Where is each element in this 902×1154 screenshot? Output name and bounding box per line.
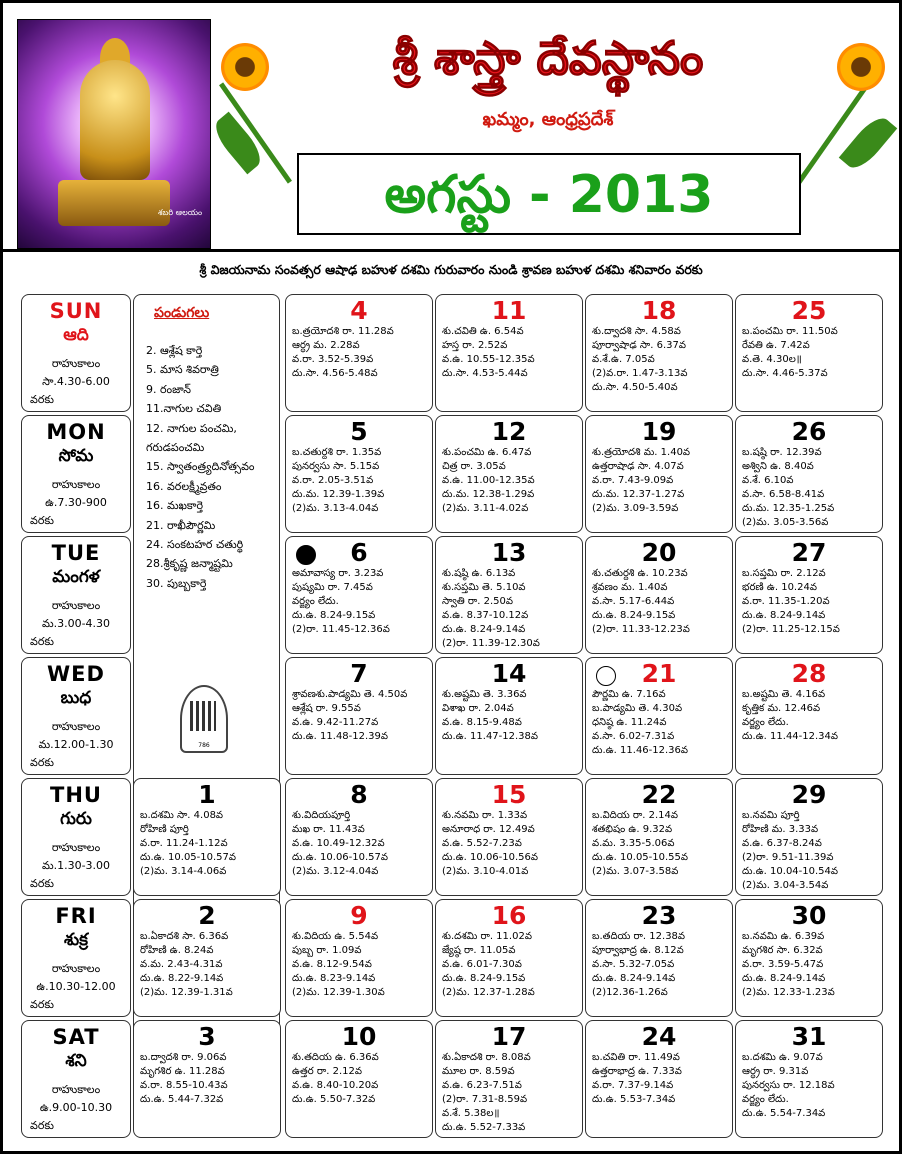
panchang-line: శు.దశమి రా. 11.02వ [442,931,532,942]
panchang-line: శు.నవమి రా. 1.33వ [442,810,528,821]
weekday-te: శని [65,1051,87,1071]
panchang-line: వ.రా. 7.37-9.14వ [592,1080,674,1091]
panchang-line: దు.మ. 12.38-1.29వ [442,489,535,500]
panchang-line: పౌర్ణమి ఉ. 7.16వ [592,689,666,700]
weekday-en: THU [50,783,102,807]
festival-item: 24. సంకటహర చతుర్థి [146,538,244,552]
panchang-line: అమావాస్య రా. 3.23వ [292,568,384,579]
day-cell-2 [133,899,281,1017]
rahukalam-varaku: వరకు [30,393,54,406]
panchang-line: (2)రా. 11.33-12.23వ [592,624,690,635]
panchang-line: దు.సా. 4.50-5.40వ [592,382,678,393]
panchang-line: వ.రా. 11.35-1.20వ [742,596,830,607]
panchang-line: మఖ రా. 11.43వ [292,824,365,835]
panchang-line: దు.సా. 4.46-5.37వ [742,368,828,379]
mosque-emblem-icon [180,685,228,753]
festival-item: 16. వరలక్ష్మీవ్రతం [146,479,222,493]
day-cell-23 [585,899,733,1017]
day-cell-22 [585,778,733,896]
panchang-line: బ.దశమి ఉ. 9.07వ [742,1052,823,1063]
rahukalam-label: రాహుకాలం [51,720,101,733]
rahukalam-label: రాహుకాలం [51,478,101,491]
full-moon-icon [596,666,616,686]
day-number: 13 [491,538,527,567]
day-number: 27 [791,538,827,567]
weekday-en: TUE [51,541,101,565]
panchang-line: శు.షష్ఠి ఉ. 6.13వ [442,568,516,579]
panchang-line: బ.అష్టమి తె. 4.16వ [742,689,826,700]
panchang-line: అశ్విని ఉ. 8.40వ [742,461,814,472]
weekday-fri-box [21,899,131,1017]
day-number: 5 [350,417,368,446]
panchang-line: ఉత్తరాభాద్ర ఉ. 7.33వ [592,1066,682,1077]
festival-item: 9. రంజాన్ [146,382,191,396]
day-number: 15 [491,780,527,809]
emblem-text: 786 [198,742,210,749]
weekday-sat-box [21,1020,131,1138]
panchang-line: దు.ఉ. 8.24-9.15వ [442,973,526,984]
panchang-line: బ.నవమి పూర్తి [742,810,800,821]
day-number: 25 [791,296,827,325]
weekday-en: SUN [49,299,103,323]
weekday-mon-box [21,415,131,533]
weekday-te: మంగళ [52,567,100,587]
day-number: 2 [198,901,216,930]
weekday-thu-box [21,778,131,896]
panchang-line: బ.సప్తమి రా. 2.12వ [742,568,826,579]
festival-item: 15. స్వాతంత్ర్యదినోత్సవం [146,460,255,474]
panchang-line: బ.పంచమి రా. 11.50వ [742,326,838,337]
panchang-line: వ.ఉ. 5.52-7.23వ [442,838,522,849]
panchang-line: వ.ఉ. 6.23-7.51వ [442,1080,522,1091]
panchang-line: బ.చతుర్దశి రా. 1.35వ [292,447,382,458]
panchang-line: విశాఖ రా. 2.04వ [442,703,514,714]
panchang-line: (2)మ. 3.11-4.02వ [442,503,529,514]
rahukalam-varaku: వరకు [30,877,54,890]
panchang-line: కృత్తిక మ. 12.46వ [742,703,821,714]
panchang-line: (2)మ. 3.13-4.04వ [292,503,379,514]
day-cell-4 [285,294,433,412]
panchang-line: ఆర్ధ్ర రా. 9.31వ [742,1066,809,1077]
day-cell-3 [133,1020,281,1138]
rahukalam-time: ఉ.7.30-900 [45,496,107,509]
panchang-line: దు.ఉ. 8.22-9.14వ [140,973,224,984]
panchang-line: వ.ఉ. 8.40-10.20వ [292,1080,379,1091]
weekday-en: FRI [55,904,97,928]
panchang-line: శు.తదియ ఉ. 6.36వ [292,1052,379,1063]
panchang-line: దు.ఉ. 5.52-7.33వ [442,1122,526,1133]
day-number: 21 [641,659,677,688]
panchang-line: దు.ఉ. 10.06-10.57వ [292,852,389,863]
day-cell-25 [735,294,883,412]
day-number: 28 [791,659,827,688]
festivals-list [146,341,254,593]
panchang-line: బ.చవితి రా. 11.49వ [592,1052,680,1063]
panchang-line: వ.రా. 3.59-5.47వ [742,959,824,970]
festival-item: 11.నాగుల చవితి [146,402,222,416]
panchang-line: శ్రవణం మ. 1.40వ [592,582,668,593]
rahukalam-label: రాహుకాలం [51,1083,101,1096]
panchang-line: వ.సా. 6.02-7.31వ [592,731,675,742]
panchang-line: (2)మ. 3.09-3.59వ [592,503,679,514]
panchang-line: బ.ఏకాదశి సా. 6.36వ [140,931,229,942]
panchang-line: దు.ఉ. 5.44-7.32వ [140,1094,224,1105]
panchang-line: పునర్వసు సా. 5.15వ [292,461,380,472]
panchang-line: బ.విదియ రా. 2.14వ [592,810,678,821]
day-number: 20 [641,538,677,567]
panchang-line: బ.ద్వాదశి రా. 9.06వ [140,1052,227,1063]
day-number: 14 [491,659,527,688]
panchang-line: పుష్యమి రా. 7.45వ [292,582,373,593]
panchang-line: వర్జ్యం లేదు. [292,596,339,607]
panchang-line: హస్త రా. 2.52వ [442,340,508,351]
panchang-line: అనూరాధ రా. 12.49వ [442,824,535,835]
day-cell-1 [133,778,281,896]
day-number: 24 [641,1022,677,1051]
samvatsara-banner: శ్రీ విజయనామ సంవత్సర ఆషాఢ బహుళ దశమి గురువారం నుండి శ్రావణ బహుళ దశమి శనివారం వరకు [0,252,902,288]
panchang-line: శు.అష్టమి తె. 3.36వ [442,689,527,700]
rahukalam-label: రాహుకాలం [51,962,101,975]
panchang-line: దు.ఉ. 8.24-9.14వ [742,610,826,621]
weekday-en: MON [46,420,106,444]
panchang-line: (2)మ. 3.14-4.06వ [140,866,227,877]
panchang-line: దు.ఉ. 11.44-12.34వ [742,731,839,742]
panchang-line: దు.ఉ. 10.04-10.54వ [742,866,839,877]
festival-item: 2. ఆశ్లేష కార్తె [146,344,203,357]
panchang-line: శ్రావణశు.పాడ్యమి తె. 4.50వ [292,689,408,700]
day-number: 3 [198,1022,216,1051]
weekday-tue-box [21,536,131,654]
panchang-line: వ.మ. 3.35-5.06వ [592,838,675,849]
panchang-line: (2)రా. 11.25-12.15వ [742,624,840,635]
panchang-line: వ.సా. 6.58-8.41వ [742,489,825,500]
panchang-line: రోహిణి ఉ. 8.24వ [140,945,214,956]
weekday-te: గురు [60,809,92,829]
day-number: 12 [491,417,527,446]
rahukalam-label: రాహుకాలం [51,841,101,854]
panchang-line: (2)మ. 3.04-3.54వ [742,880,829,891]
panchang-line: మృగశిర ఉ. 11.28వ [140,1066,225,1077]
rahukalam-varaku: వరకు [30,998,54,1011]
panchang-line: పుబ్బ రా. 1.09వ [292,945,362,956]
day-number: 31 [791,1022,827,1051]
festival-item: 16. మఖకార్తె [146,499,203,513]
panchang-line: వ.తె. 4.30ల॥ [742,354,802,365]
weekday-te: సోమ [58,446,94,466]
day-number: 10 [341,1022,377,1051]
festival-item: 30. పుబ్బకార్తె [146,576,207,590]
panchang-line: (2)మ. 3.07-3.58వ [592,866,679,877]
panchang-line: రోహిణి పూర్తి [140,824,189,835]
panchang-line: దు.మ. 12.35-1.25వ [742,503,835,514]
panchang-line: (2)రా. 11.45-12.36వ [292,624,390,635]
panchang-line: వ.ఉ. 6.37-8.24వ [742,838,822,849]
panchang-line: శు.చతుర్దశి ఉ. 10.23వ [592,568,688,579]
festival-item: 21. రాఖీపౌర్ణమి [146,518,216,532]
day-cell-8 [285,778,433,896]
rahukalam-time: ఉ.9.00-10.30 [39,1101,113,1114]
panchang-line: బ.షష్ఠి రా. 12.39వ [742,447,822,458]
day-number: 19 [641,417,677,446]
new-moon-icon [296,545,316,565]
panchang-line: చిత్ర రా. 3.05వ [442,461,506,472]
panchang-line: ఆర్ధ్ర మ. 2.28వ [292,340,360,351]
panchang-line: శు.చవితి ఉ. 6.54వ [442,326,524,337]
panchang-line: వ.సా. 5.32-7.05వ [592,959,675,970]
panchang-line: వ.ఉ. 9.42-11.27వ [292,717,379,728]
panchang-line: (2)మ. 12.33-1.23వ [742,987,835,998]
day-number: 26 [791,417,827,446]
rahukalam-time: మ.12.00-1.30 [38,738,114,751]
panchang-line: (2)రా. 11.39-12.30వ [442,638,540,649]
day-cell-6 [285,536,433,654]
panchang-line: దు.ఉ. 10.05-10.55వ [592,852,689,863]
rahukalam-time: మ.3.00-4.30 [41,617,111,630]
panchang-line: (2)మ. 12.39-1.31వ [140,987,233,998]
rahukalam-varaku: వరకు [30,635,54,648]
panchang-line: (2)రా. 7.31-8.59వ [442,1094,528,1105]
weekday-sun-box [21,294,131,412]
calendar-header [0,0,902,252]
panchang-line: శు.త్రయోదశి మ. 1.40వ [592,447,691,458]
panchang-line: దు.మ. 12.39-1.39వ [292,489,385,500]
day-cell-20 [585,536,733,654]
panchang-line: దు.ఉ. 8.24-9.14వ [592,973,676,984]
panchang-line: వర్జ్యం లేదు. [742,1094,789,1105]
panchang-line: ఆశ్లేష రా. 9.55వ [292,703,361,714]
panchang-line: వ.ఉ. 6.01-7.30వ [442,959,522,970]
panchang-line: దు.ఉ. 8.24-9.14వ [742,973,826,984]
day-number: 7 [350,659,368,688]
panchang-line: శు.సప్తమి తె. 5.10వ [442,582,526,593]
panchang-line: (2)మ. 12.37-1.28వ [442,987,535,998]
panchang-line: శు.విదియ ఉ. 5.54వ [292,931,379,942]
panchang-line: దు.ఉ. 11.46-12.36వ [592,745,689,756]
panchang-line: శు.ఏకాదశి రా. 8.08వ [442,1052,531,1063]
day-cell-24 [585,1020,733,1138]
panchang-line: పూర్వాషాఢ సా. 6.37వ [592,340,686,351]
day-cell-26 [735,415,883,533]
temple-title: శ్రీ శాస్త్రా దేవస్థానం [392,31,704,85]
day-cell-27 [735,536,883,654]
day-cell-15 [435,778,583,896]
panchang-line: వ.ఉ. 8.15-9.48వ [442,717,522,728]
deity-caption: శబరి ఆలయం [158,208,203,217]
day-cell-10 [285,1020,433,1138]
panchang-line: వ.రా. 8.55-10.43వ [140,1080,228,1091]
rahukalam-time: మ.1.30-3.00 [41,859,111,872]
weekday-te: శుక్ర [63,930,89,950]
panchang-line: వ.రా. 11.24-1.12వ [140,838,228,849]
panchang-line: శు.ద్వాదశి సా. 4.58వ [592,326,681,337]
panchang-line: బ.పాడ్యమి తె. 4.30వ [592,703,683,714]
day-cell-11 [435,294,583,412]
leaf-right [839,112,897,175]
day-cell-5 [285,415,433,533]
panchang-line: బ.త్రయోదశి రా. 11.28వ [292,326,394,337]
panchang-line: దు.ఉ. 8.24-9.15వ [592,610,676,621]
panchang-line: బ.దశమి సా. 4.08వ [140,810,224,821]
panchang-line: వ.శే. 6.10వ [742,475,794,486]
panchang-line: దు.సా. 4.53-5.44వ [442,368,528,379]
panchang-line: వ.రా. 7.43-9.09వ [592,475,674,486]
panchang-line: శతభిషం ఉ. 9.32వ [592,824,673,835]
panchang-line: మృగశిర సా. 6.32వ [742,945,823,956]
weekday-en: WED [47,662,105,686]
day-cell-19 [585,415,733,533]
rahukalam-time: ఉ.10.30-12.00 [36,980,116,993]
panchang-line: వ.శే. 5.38ల॥ [442,1108,500,1119]
temple-location: ఖమ్మం, ఆంధ్రప్రదేశ్ [482,109,614,130]
panchang-line: పునర్వసు రా. 12.18వ [742,1080,835,1091]
weekday-en: SAT [52,1025,100,1049]
day-number: 16 [491,901,527,930]
panchang-line: (2)మ. 3.12-4.04వ [292,866,379,877]
rahukalam-label: రాహుకాలం [51,599,101,612]
panchang-line: దు.ఉ. 10.06-10.56వ [442,852,539,863]
panchang-line: ఉత్తరాషాఢ సా. 4.07వ [592,461,684,472]
panchang-line: (2)వ.రా. 1.47-3.13వ [592,368,688,379]
panchang-line: (2)12.36-1.26వ [592,987,668,998]
day-number: 23 [641,901,677,930]
panchang-line: వ.మ. 2.43-4.31వ [140,959,223,970]
festival-item: 12. నాగుల పంచమి, [146,421,237,435]
rahukalam-label: రాహుకాలం [51,357,101,370]
panchang-line: మూల రా. 8.59వ [442,1066,515,1077]
day-cell-30 [735,899,883,1017]
panchang-line: దు.ఉ. 8.24-9.14వ [442,624,526,635]
panchang-line: ధనిష్ఠ ఉ. 11.24వ [592,717,667,728]
festival-item: 5. మాస శివరాత్రి [146,363,219,377]
panchang-line: వ.రా. 3.52-5.39వ [292,354,374,365]
panchang-line: (2)మ. 12.39-1.30వ [292,987,385,998]
month-year: అగస్టు - 2013 [384,165,714,225]
day-cell-9 [285,899,433,1017]
rahukalam-time: సా.4.30-6.00 [42,375,110,388]
day-number: 9 [350,901,368,930]
panchang-line: దు.ఉ. 11.48-12.39వ [292,731,389,742]
panchang-line: బ.నవమి ఉ. 6.39వ [742,931,825,942]
weekday-te: ఆది [63,325,89,345]
day-number: 18 [641,296,677,325]
day-number: 6 [350,538,368,567]
rahukalam-varaku: వరకు [30,514,54,527]
panchang-line: శు.విదియపూర్తి [292,810,351,821]
panchang-line: శు.పంచమి ఉ. 6.47వ [442,447,532,458]
flower-right-icon [837,43,885,91]
panchang-line: దు.ఉ. 8.23-9.14వ [292,973,376,984]
panchang-line: పూర్వాభాద్ర ఉ. 8.12వ [592,945,684,956]
panchang-line: వ.ఉ. 10.55-12.35వ [442,354,535,365]
panchang-line: దు.ఉ. 8.24-9.15వ [292,610,376,621]
day-cell-14 [435,657,583,775]
rahukalam-varaku: వరకు [30,756,54,769]
panchang-line: వ.శే.ఉ. 7.05వ [592,354,655,365]
panchang-line: జ్యేష్ఠ రా. 11.05వ [442,945,516,956]
day-cell-7 [285,657,433,775]
panchang-line: వ.ఉ. 8.37-10.12వ [442,610,529,621]
day-number: 22 [641,780,677,809]
day-cell-21 [585,657,733,775]
festivals-title: పండుగలు [154,305,210,321]
day-number: 30 [791,901,827,930]
day-cell-13 [435,536,583,654]
panchang-line: భరణి ఉ. 10.24వ [742,582,817,593]
festival-item: 28.శ్రీకృష్ణ జన్మాష్టమి [146,557,233,571]
panchang-line: దు.ఉ. 10.05-10.57వ [140,852,237,863]
day-cell-29 [735,778,883,896]
panchang-line: రోహిణి మ. 3.33వ [742,824,819,835]
rahukalam-varaku: వరకు [30,1119,54,1132]
day-number: 11 [491,296,527,325]
panchang-line: వ.ఉ. 11.00-12.35వ [442,475,535,486]
day-cell-12 [435,415,583,533]
panchang-line: దు.ఉ. 11.47-12.38వ [442,731,539,742]
panchang-line: వర్జ్యం లేదు. [742,717,789,728]
festival-item: గరుడపంచమి [146,441,205,455]
panchang-line: (2)మ. 3.10-4.01వ [442,866,529,877]
month-year-box [297,153,801,235]
panchang-line: (2)రా. 9.51-11.39వ [742,852,834,863]
day-number: 17 [491,1022,527,1051]
day-cell-18 [585,294,733,412]
panchang-line: వ.సా. 5.17-6.44వ [592,596,675,607]
panchang-line: ఉత్తర రా. 2.12వ [292,1066,362,1077]
deity-image [17,19,211,249]
panchang-line: దు.ఉ. 5.50-7.32వ [292,1094,376,1105]
day-number: 29 [791,780,827,809]
weekday-te: బుధ [60,688,92,708]
day-cell-28 [735,657,883,775]
panchang-line: దు.మ. 12.37-1.27వ [592,489,685,500]
panchang-line: దు.సా. 4.56-5.48వ [292,368,378,379]
panchang-line: రేవతి ఉ. 7.42వ [742,340,810,351]
calendar-grid [0,288,902,1154]
flower-left-icon [221,43,269,91]
panchang-line: దు.ఉ. 5.53-7.34వ [592,1094,676,1105]
panchang-line: వ.ఉ. 10.49-12.32వ [292,838,385,849]
panchang-line: వ.ఉ. 8.12-9.54వ [292,959,372,970]
day-cell-17 [435,1020,583,1138]
weekday-wed-box [21,657,131,775]
day-number: 4 [350,296,368,325]
day-cell-31 [735,1020,883,1138]
panchang-line: దు.ఉ. 5.54-7.34వ [742,1108,826,1119]
day-number: 1 [198,780,216,809]
day-cell-16 [435,899,583,1017]
panchang-line: వ.రా. 2.05-3.51వ [292,475,374,486]
day-number: 8 [350,780,368,809]
panchang-line: స్వాతి రా. 2.50వ [442,596,513,607]
panchang-line: (2)మ. 3.05-3.56వ [742,517,829,528]
panchang-line: బ.తదియ రా. 12.38వ [592,931,686,942]
